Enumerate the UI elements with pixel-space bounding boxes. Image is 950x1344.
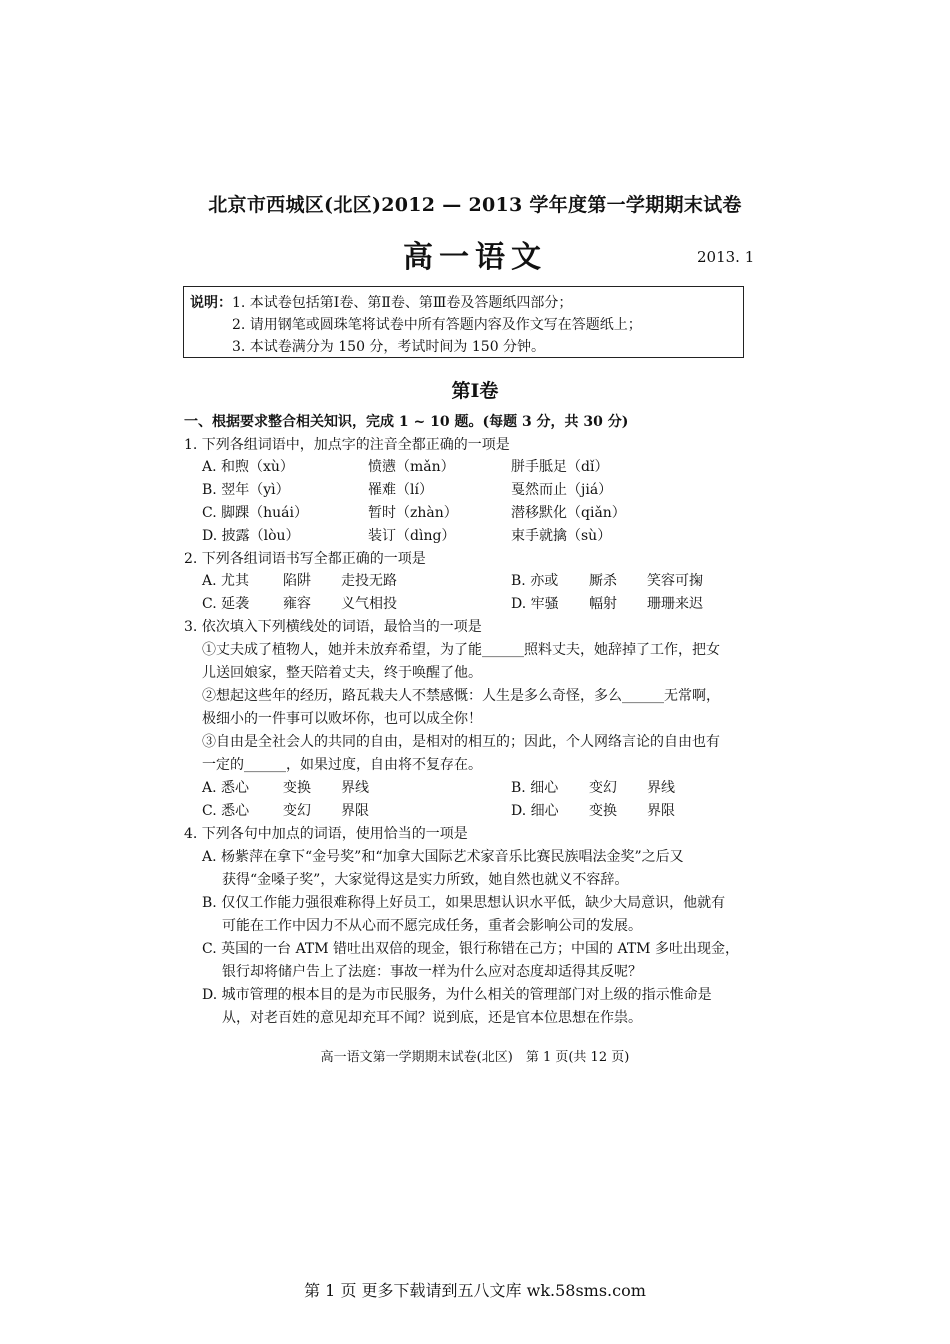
q3-passage-line: 儿送回娘家，整天陪着丈夫，终于唤醒了他。 [202, 665, 482, 681]
q1-option-a-word3: 胼手胝足（dǐ） [511, 459, 609, 475]
q2-option-b-word3: 笑容可掬 [647, 573, 703, 589]
q1-option-b-word2: 罹难（lí） [368, 482, 433, 498]
page-footer: 高一语文第一学期期末试卷(北区) 第 1 页(共 12 页) [320, 1050, 630, 1065]
q3-option-a-word3: 界线 [341, 780, 369, 796]
q2-stem: 2. 下列各组词语书写全都正确的一项是 [184, 551, 426, 567]
q4-option-d-cont: 从，对老百姓的意见却充耳不闻？说到底，还是官本位思想在作祟。 [222, 1010, 642, 1026]
q2-option-d: D. 牢骚 [511, 596, 559, 612]
q4-option-a-cont: 获得“金嗓子奖”，大家觉得这是实力所致，她自然也就义不容辞。 [222, 872, 629, 888]
q3-option-b: B. 细心 [511, 780, 559, 796]
q2-option-c: C. 延袭 [202, 596, 250, 612]
instructions-label: 说明： [190, 295, 232, 311]
instruction-item: 1. 本试卷包括第Ⅰ卷、第Ⅱ卷、第Ⅲ卷及答题纸四部分； [232, 295, 573, 311]
part-heading: 一、根据要求整合相关知识，完成 1 ~ 10 题。(每题 3 分，共 30 分) [184, 414, 629, 430]
q2-option-a-word3: 走投无路 [341, 573, 397, 589]
q3-option-c: C. 悉心 [202, 803, 250, 819]
q1-option-c-word3: 潜移默化（qiǎn） [511, 505, 626, 521]
q1-option-a: A. 和煦（xù） [202, 459, 294, 475]
q3-option-b-word2: 变幻 [589, 780, 617, 796]
q3-option-d-word2: 变换 [589, 803, 617, 819]
exam-title: 北京市西城区(北区)2012 — 2013 学年度第一学期期末试卷 [208, 194, 742, 216]
q1-option-d-word2: 装订（dìng） [368, 528, 456, 544]
q4-option-c-cont: 银行却将储户告上了法庭：事故一样为什么应对态度却适得其反呢？ [222, 964, 642, 980]
q1-option-c-word2: 暂时（zhàn） [368, 505, 458, 521]
instruction-item: 2. 请用钢笔或圆珠笔将试卷中所有答题内容及作文写在答题纸上； [232, 317, 642, 333]
instruction-item: 3. 本试卷满分为 150 分，考试时间为 150 分钟。 [232, 339, 546, 355]
q1-option-b: B. 翌年（yì） [202, 482, 290, 498]
q3-option-a-word2: 变换 [283, 780, 311, 796]
q3-stem: 3. 依次填入下列横线处的词语，最恰当的一项是 [184, 619, 482, 635]
q1-option-d: D. 披露（lòu） [202, 528, 300, 544]
q4-option-b-cont: 可能在工作中因力不从心而不愿完成任务，重者会影响公司的发展。 [222, 918, 642, 934]
q2-option-b-word2: 厮杀 [589, 573, 617, 589]
q2-option-d-word2: 幅射 [589, 596, 617, 612]
q3-option-c-word3: 界限 [341, 803, 369, 819]
q2-option-a-word2: 陷阱 [283, 573, 311, 589]
q1-option-d-word3: 束手就擒（sù） [511, 528, 612, 544]
q1-option-c: C. 脚踝（huái） [202, 505, 308, 521]
q4-option-d: D. 城市管理的根本目的是为市民服务，为什么相关的管理部门对上级的指示惟命是 [202, 987, 712, 1003]
q3-passage-line: ③自由是全社会人的共同的自由，是相对的相互的；因此，个人网络言论的自由也有 [202, 734, 720, 750]
q2-option-c-word3: 义气相投 [341, 596, 397, 612]
q3-passage-line: ②想起这些年的经历，路瓦栽夫人不禁感慨：人生是多么奇怪，多么______无常啊， [202, 688, 720, 704]
q4-stem: 4. 下列各句中加点的词语，使用恰当的一项是 [184, 826, 468, 842]
instructions-box [183, 286, 744, 358]
q2-option-c-word2: 雍容 [283, 596, 311, 612]
q3-option-c-word2: 变幻 [283, 803, 311, 819]
section-title: 第Ⅰ卷 [451, 380, 499, 402]
q4-option-b: B. 仅仅工作能力强很难称得上好员工，如果思想认识水平低，缺少大局意识，他就有 [202, 895, 726, 911]
q3-passage-line: 一定的______，如果过度，自由将不复存在。 [202, 757, 482, 773]
q2-option-d-word3: 珊珊来迟 [647, 596, 703, 612]
q1-stem: 1. 下列各组词语中，加点字的注音全都正确的一项是 [184, 437, 510, 453]
q3-passage-line: 极细小的一件事可以败坏你，也可以成全你！ [202, 711, 482, 727]
q1-option-a-word2: 愤懑（mǎn） [368, 459, 455, 475]
q4-option-c: C. 英国的一台 ATM 错吐出双倍的现金，银行称错在己方；中国的 ATM 多吐出现金， [202, 941, 739, 957]
exam-date: 2013. 1 [697, 248, 755, 266]
q3-passage-line: ①丈夫成了植物人，她并未放弃希望，为了能______照料丈夫，她辞掉了工作，把女 [202, 642, 720, 658]
q1-option-b-word3: 戛然而止（jiá） [511, 482, 613, 498]
q3-option-d-word3: 界限 [647, 803, 675, 819]
subject-title: 高一语文 [403, 240, 547, 275]
q4-option-a: A. 杨紫萍在拿下“金号奖”和“加拿大国际艺术家音乐比赛民族唱法金奖”之后又 [202, 849, 684, 865]
q3-option-a: A. 悉心 [202, 780, 250, 796]
q2-option-a: A. 尤其 [202, 573, 250, 589]
q3-option-d: D. 细心 [511, 803, 559, 819]
q3-option-b-word3: 界线 [647, 780, 675, 796]
download-link[interactable]: 第 1 页 更多下载请到五八文库 wk.58sms.com [304, 1281, 646, 1300]
q2-option-b: B. 亦或 [511, 573, 559, 589]
